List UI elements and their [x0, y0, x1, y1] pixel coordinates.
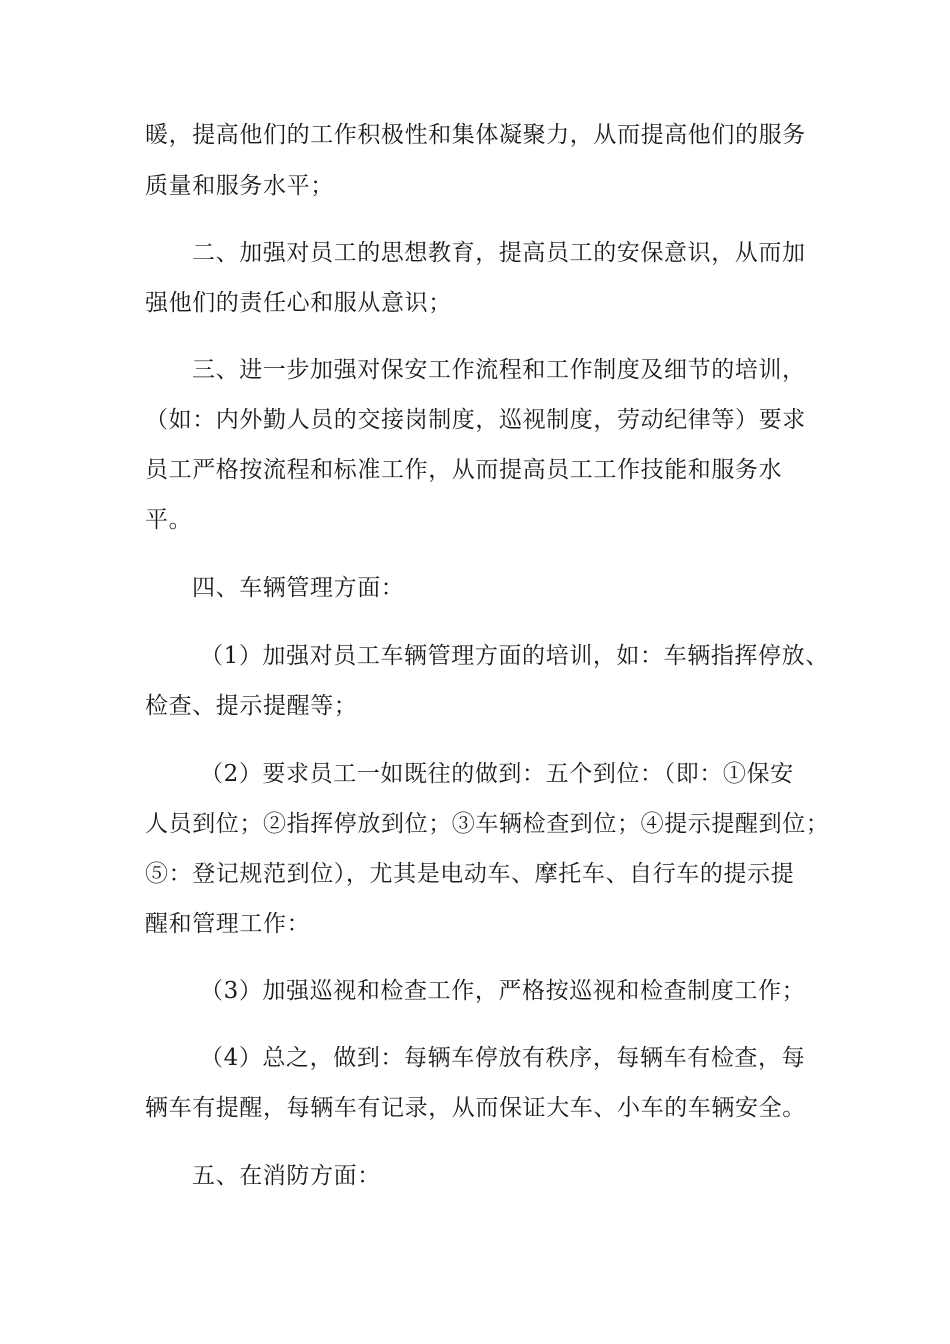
paragraph-3-line-3: 员工严格按流程和标准工作，从而提高员工工作技能和服务水 — [145, 457, 783, 483]
paragraph-5-line-2: 检查、提示提醒等； — [145, 693, 358, 719]
paragraph-6-line-4: 醒和管理工作： — [145, 911, 311, 937]
paragraph-3-line-1: 三、进一步加强对保安工作流程和工作制度及细节的培训， — [192, 357, 806, 383]
paragraph-5-line-1: （1）加强对员工车辆管理方面的培训，如：车辆指挥停放、 — [200, 643, 829, 669]
paragraph-8-line-2: 辆车有提醒，每辆车有记录，从而保证大车、小车的车辆安全。 — [145, 1095, 806, 1121]
section-heading-vehicle: 四、车辆管理方面： — [192, 575, 405, 601]
paragraph-2-line-2: 强他们的责任心和服从意识； — [145, 290, 452, 316]
paragraph-8-line-1: （4）总之，做到：每辆车停放有秩序，每辆车有检查，每 — [200, 1045, 806, 1071]
paragraph-1-line-2: 质量和服务水平； — [145, 173, 334, 199]
section-heading-fire: 五、在消防方面： — [192, 1163, 381, 1189]
paragraph-6-line-1: （2）要求员工一如既往的做到：五个到位：（即：①保安 — [200, 761, 794, 787]
paragraph-2-line-1: 二、加强对员工的思想教育，提高员工的安保意识，从而加 — [192, 240, 806, 266]
paragraph-3-line-4: 平。 — [145, 507, 193, 533]
paragraph-3-line-2: （如：内外勤人员的交接岗制度，巡视制度，劳动纪律等）要求 — [145, 407, 806, 433]
paragraph-6-line-3: ⑤：登记规范到位），尤其是电动车、摩托车、自行车的提示提 — [145, 861, 795, 887]
paragraph-1-line-1: 暖，提高他们的工作积极性和集体凝聚力，从而提高他们的服务 — [145, 122, 806, 148]
paragraph-7-line-1: （3）加强巡视和检查工作，严格按巡视和检查制度工作； — [200, 978, 806, 1004]
paragraph-6-line-2: 人员到位；②指挥停放到位；③车辆检查到位；④提示提醒到位； — [145, 811, 830, 837]
